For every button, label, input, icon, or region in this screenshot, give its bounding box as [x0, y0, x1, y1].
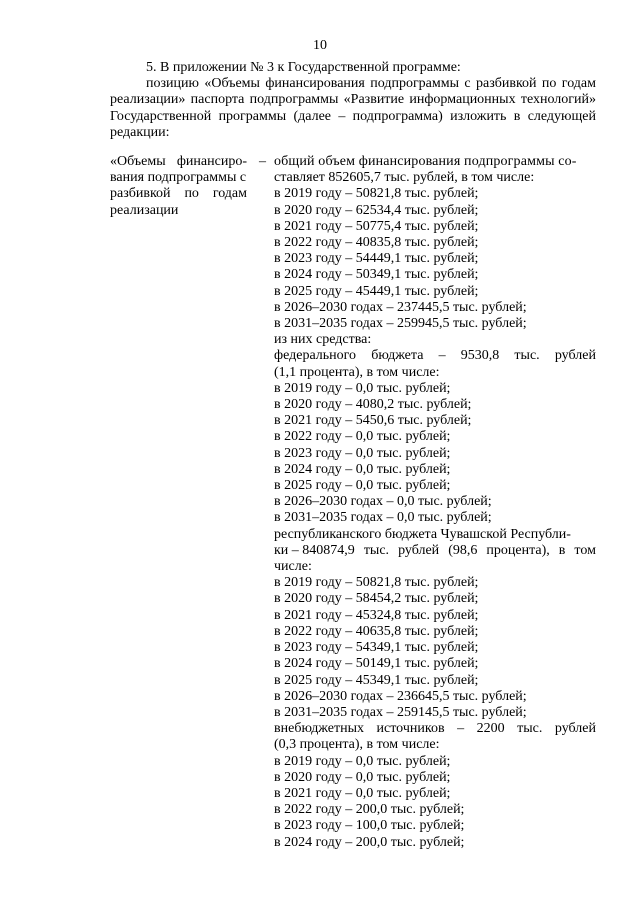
republic-word: (98,6 — [448, 542, 478, 558]
federal-line — [274, 348, 596, 364]
extrabudget-year-line: в 2024 году – 200,0 тыс. рублей; — [274, 834, 465, 850]
republic-year-line: в 2024 году – 50149,1 тыс. рублей; — [274, 656, 479, 672]
republic-word: процента), — [486, 542, 550, 558]
from-them-line: из них средства: — [274, 332, 372, 348]
federal-word: тыс. — [514, 348, 540, 364]
republic-line: числе: — [274, 559, 312, 575]
position-label-word: финансиро- — [176, 154, 247, 169]
federal-year-line: в 2031–2035 годах – 0,0 тыс. рублей; — [274, 510, 492, 526]
intro-line-2: позицию «Объемы финансирования подпрограммы с разбивкой по годам реализации» паспорта подпрограммы «Развитие информационных технологий» Государственной программы (далее – подпрограмма) изложить в следующей редакции: — [110, 76, 596, 140]
federal-year-line: в 2021 году – 5450,6 тыс. рублей; — [274, 413, 472, 429]
extrabudget-word: внебюджетных — [274, 721, 365, 737]
position-label-line — [110, 154, 247, 170]
federal-year-line: в 2024 году – 0,0 тыс. рублей; — [274, 461, 451, 477]
republic-year-line: в 2022 году – 40635,8 тыс. рублей; — [274, 623, 479, 639]
federal-word: бюджета — [371, 348, 424, 364]
republic-line: республиканского бюджета Чувашской Республи- — [274, 526, 571, 542]
total-year-line: в 2024 году – 50349,1 тыс. рублей; — [274, 267, 479, 283]
position-label-line — [110, 186, 247, 202]
extrabudget-year-line: в 2023 году – 100,0 тыс. рублей; — [274, 818, 465, 834]
federal-word: 9530,8 — [460, 348, 500, 364]
republic-word: ки – 840874,9 — [274, 542, 355, 558]
republic-year-line: в 2026–2030 годах – 236645,5 тыс. рублей; — [274, 688, 527, 704]
position-label-word: «Объемы — [110, 154, 166, 169]
republic-year-line: в 2020 году – 58454,2 тыс. рублей; — [274, 591, 479, 607]
federal-year-line: в 2025 году – 0,0 тыс. рублей; — [274, 478, 451, 494]
federal-year-line: в 2019 году – 0,0 тыс. рублей; — [274, 380, 451, 396]
separator-dash: – — [259, 154, 266, 169]
position-label-word: годам — [212, 186, 247, 202]
extrabudget-year-line: в 2022 году – 200,0 тыс. рублей; — [274, 802, 465, 818]
federal-year-line: в 2020 году – 4080,2 тыс. рублей; — [274, 397, 472, 413]
republic-word: тыс. — [363, 542, 390, 558]
total-year-line: в 2021 году – 50775,4 тыс. рублей; — [274, 218, 479, 234]
republic-word: рублей — [398, 542, 440, 558]
total-year-line: в 2031–2035 годах – 259945,5 тыс. рублей; — [274, 316, 527, 332]
extrabudget-word: источников — [376, 721, 445, 737]
extrabudget-years-list — [274, 754, 596, 851]
total-year-line: в 2023 году – 54449,1 тыс. рублей; — [274, 251, 479, 267]
republic-year-line: в 2031–2035 годах – 259145,5 тыс. рублей; — [274, 704, 527, 720]
total-year-line: в 2020 году – 62534,4 тыс. рублей; — [274, 202, 479, 218]
total-year-line: в 2026–2030 годах – 237445,5 тыс. рублей; — [274, 299, 527, 315]
total-years-list — [274, 186, 596, 332]
republic-years-list — [274, 575, 596, 721]
republic-year-line: в 2023 году – 54349,1 тыс. рублей; — [274, 640, 479, 656]
position-label-word: по — [184, 186, 199, 202]
republic-year-line: в 2019 году – 50821,8 тыс. рублей; — [274, 575, 479, 591]
federal-years-list — [274, 381, 596, 527]
republic-word: в — [558, 542, 566, 558]
total-line — [274, 154, 596, 170]
position-label-word: разбивкой — [110, 186, 171, 202]
page-number: 10 — [313, 38, 327, 53]
extrabudget-word: тыс. — [517, 721, 543, 737]
federal-year-line: в 2023 году – 0,0 тыс. рублей; — [274, 445, 451, 461]
federal-line: (1,1 процента), в том числе: — [274, 364, 440, 380]
intro-text — [110, 60, 596, 141]
extrabudget-line: (0,3 процента), в том числе: — [274, 737, 440, 753]
extrabudget-line — [274, 721, 596, 737]
position-label-line: реализации — [110, 202, 179, 218]
funding-details — [274, 154, 596, 851]
total-text: общий объем финансирования подпрограммы со- — [274, 154, 577, 169]
federal-word: рублей — [554, 348, 596, 364]
extrabudget-word: – — [457, 721, 465, 737]
extrabudget-year-line: в 2019 году – 0,0 тыс. рублей; — [274, 753, 451, 769]
federal-year-line: в 2026–2030 годах – 0,0 тыс. рублей; — [274, 494, 492, 510]
position-label — [110, 154, 247, 219]
total-year-line: в 2019 году – 50821,8 тыс. рублей; — [274, 186, 479, 202]
intro-line-1: 5. В приложении № 3 к Государственной программе: — [146, 60, 461, 75]
republic-year-line: в 2021 году – 45324,8 тыс. рублей; — [274, 607, 479, 623]
federal-word: – — [438, 348, 446, 364]
total-year-line: в 2025 году – 45449,1 тыс. рублей; — [274, 283, 479, 299]
extrabudget-year-line: в 2020 году – 0,0 тыс. рублей; — [274, 769, 451, 785]
republic-year-line: в 2025 году – 45349,1 тыс. рублей; — [274, 672, 479, 688]
federal-year-line: в 2022 году – 0,0 тыс. рублей; — [274, 429, 451, 445]
extrabudget-word: рублей — [554, 721, 596, 737]
total-line: ставляет 852605,7 тыс. рублей, в том числе: — [274, 170, 535, 186]
federal-word: федерального — [274, 348, 357, 364]
republic-line — [274, 543, 596, 559]
position-label-line: вания подпрограммы с — [110, 170, 247, 186]
total-year-line: в 2022 году – 40835,8 тыс. рублей; — [274, 235, 479, 251]
republic-word: том — [574, 542, 596, 558]
extrabudget-word: 2200 — [476, 721, 505, 737]
extrabudget-year-line: в 2021 году – 0,0 тыс. рублей; — [274, 785, 451, 801]
